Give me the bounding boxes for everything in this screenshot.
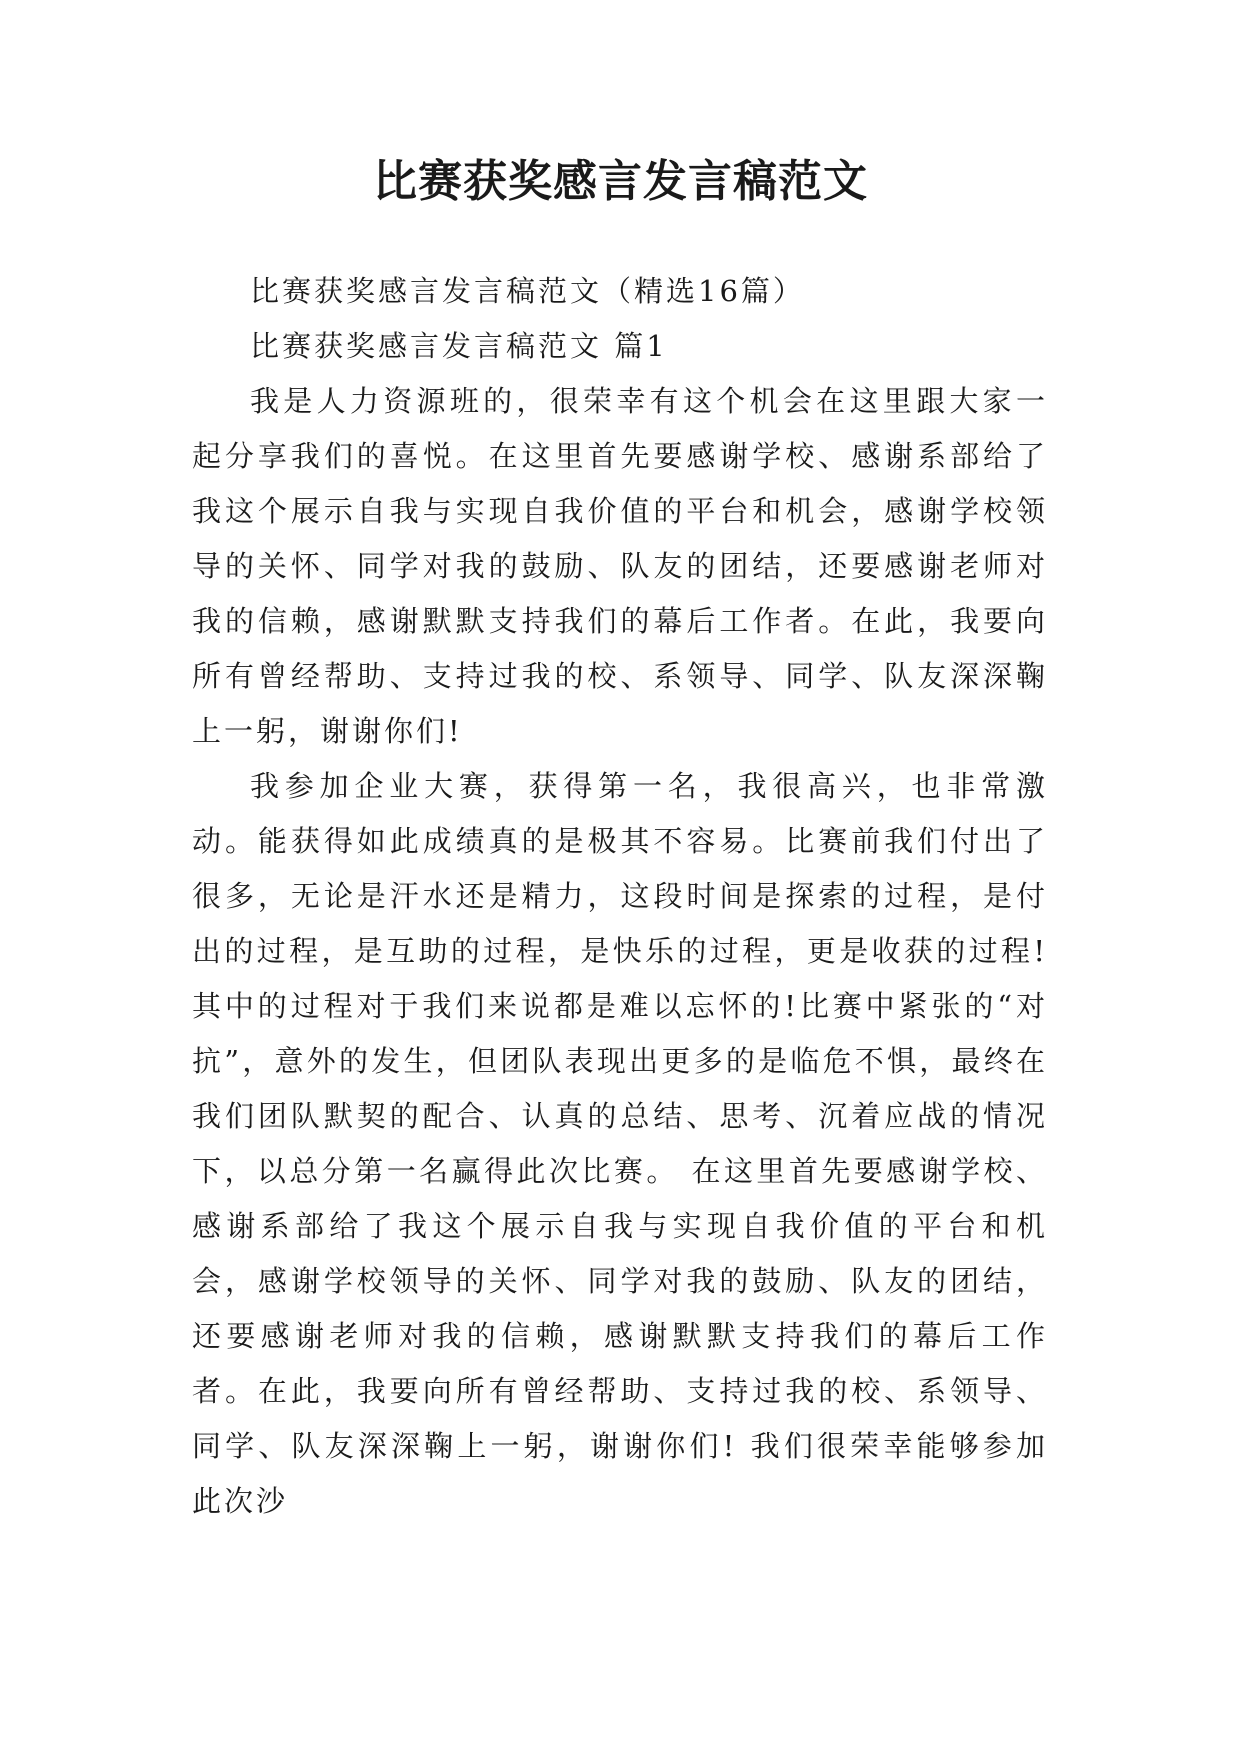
document-body: [192, 264, 1048, 1529]
body-paragraph: 我参加企业大赛，获得第一名，我很高兴，也非常激动。能获得如此成绩真的是极其不容易。比赛前我们付出了很多，无论是汗水还是精力，这段时间是探索的过程，是付出的过程，是互助的过程，是快乐的过程，更是收获的过程!其中的过程对于我们来说都是难以忘怀的!比赛中紧张的“对抗”，意外的发生，但团队表现出更多的是临危不惧，最终在我们团队默契的配合、认真的总结、思考、沉着应战的情况下，以总分第一名赢得此次比赛。 在这里首先要感谢学校、感谢系部给了我这个展示自我与实现自我价值的平台和机会，感谢学校领导的关怀、同学对我的鼓励、队友的团结，还要感谢老师对我的信赖，感谢默默支持我们的幕后工作者。在此，我要向所有曾经帮助、支持过我的校、系领导、同学、队友深深鞠上一躬，谢谢你们! 我们很荣幸能够参加此次沙: [192, 769, 1048, 1518]
section-heading: 比赛获奖感言发言稿范文 篇1: [250, 329, 668, 363]
subtitle-line: 比赛获奖感言发言稿范文（精选16篇）: [250, 274, 805, 308]
document-title: 比赛获奖感言发言稿范文: [373, 156, 868, 207]
body-paragraph: 我是人力资源班的，很荣幸有这个机会在这里跟大家一起分享我们的喜悦。在这里首先要感谢学校、感谢系部给了我这个展示自我与实现自我价值的平台和机会，感谢学校领导的关怀、同学对我的鼓励、队友的团结，还要感谢老师对我的信赖，感谢默默支持我们的幕后工作者。在此，我要向所有曾经帮助、支持过我的校、系领导、同学、队友深深鞠上一躬，谢谢你们!: [192, 384, 1048, 748]
